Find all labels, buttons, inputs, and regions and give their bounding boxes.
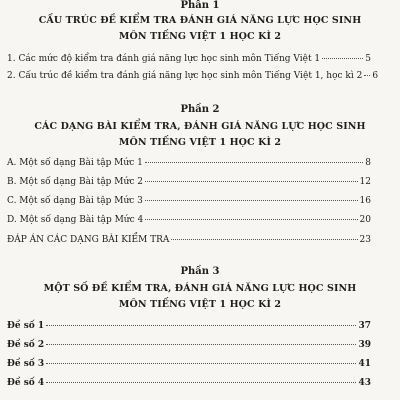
- toc-leader-dots: [364, 75, 370, 76]
- part1-label: Phần 1: [180, 0, 220, 11]
- toc-leader-dots: [322, 58, 363, 59]
- toc-entry-page: 5: [365, 54, 371, 64]
- toc-entry-part3-3[interactable]: [7, 358, 371, 370]
- toc-entry-part3-1[interactable]: [7, 320, 371, 332]
- toc-entry-page: 41: [358, 359, 371, 369]
- toc-entry-part3-4[interactable]: [7, 377, 371, 389]
- toc-entry-page: 43: [358, 378, 371, 388]
- part1-title-line2: MÔN TIẾNG VIỆT 1 HỌC KÌ 2: [118, 31, 282, 42]
- toc-leader-dots: [145, 181, 358, 182]
- toc-entry-page: 37: [358, 321, 371, 331]
- toc-entry-label: B. Một số dạng Bài tập Mức 2: [7, 177, 143, 187]
- toc-entry-page: 12: [359, 177, 371, 187]
- toc-leader-dots: [145, 162, 363, 163]
- toc-leader-dots: [46, 344, 356, 345]
- part3-title-line1: MỘT SỐ ĐỀ KIỂM TRA, ĐÁNH GIÁ NĂNG LỰC HỌC SINH: [43, 283, 357, 294]
- toc-leader-dots: [46, 325, 356, 326]
- toc-entry-label: ĐÁP ÁN CÁC DẠNG BÀI KIỂM TRA: [7, 235, 170, 245]
- toc-entry-page: 6: [372, 71, 379, 81]
- part2-title-line2: MÔN TIẾNG VIỆT 1 HỌC KÌ 2: [118, 137, 282, 148]
- toc-entry-label: Đề số 3: [7, 359, 45, 369]
- toc-leader-dots: [145, 219, 357, 220]
- part2-label: Phần 2: [180, 104, 220, 115]
- part3-label: Phần 3: [180, 266, 220, 277]
- toc-entry-part1-2[interactable]: [7, 70, 379, 82]
- toc-entry-page: 8: [365, 158, 371, 168]
- toc-entry-page: 16: [359, 196, 371, 206]
- part1-title-line1: CẤU TRÚC ĐỀ KIỂM TRA ĐÁNH GIÁ NĂNG LỰC HỌC SINH: [38, 15, 362, 26]
- toc-entry-label: A. Một số dạng Bài tập Mức 1: [7, 158, 143, 168]
- toc-entry-part2-c[interactable]: [7, 195, 371, 207]
- part2-title-line1: CÁC DẠNG BÀI KIỂM TRA, ĐÁNH GIÁ NĂNG LỰC HỌC SINH: [34, 121, 366, 132]
- toc-entry-label: 1. Các mức độ kiểm tra đánh giá năng lực học sinh môn Tiếng Việt 1: [7, 54, 321, 64]
- toc-entry-label: Đề số 2: [7, 340, 45, 350]
- toc-entry-page: 23: [359, 235, 371, 245]
- toc-leader-dots: [171, 239, 357, 240]
- toc-leader-dots: [46, 363, 356, 364]
- toc-entry-label: Đề số 4: [7, 378, 45, 388]
- toc-leader-dots: [145, 200, 358, 201]
- toc-entry-label: 2. Cấu trúc đề kiểm tra đánh giá năng lực học sinh môn Tiếng Việt 1, học kì 2: [7, 71, 363, 81]
- toc-entry-page: 20: [359, 215, 371, 225]
- part3-title-line2: MÔN TIẾNG VIỆT 1 HỌC KÌ 2: [118, 299, 282, 310]
- toc-entry-part3-2[interactable]: [7, 339, 371, 351]
- toc-entry-part2-d[interactable]: [7, 214, 371, 226]
- toc-leader-dots: [46, 382, 356, 383]
- toc-entry-part1-1[interactable]: [7, 53, 371, 65]
- toc-entry-part2-answers[interactable]: [7, 234, 371, 246]
- toc-entry-label: D. Một số dạng Bài tập Mức 4: [7, 215, 144, 225]
- toc-entry-label: Đề số 1: [7, 321, 45, 331]
- toc-entry-label: C. Một số dạng Bài tập Mức 3: [7, 196, 143, 206]
- toc-entry-page: 39: [358, 340, 371, 350]
- toc-entry-part2-a[interactable]: [7, 157, 371, 169]
- toc-entry-part2-b[interactable]: [7, 176, 371, 188]
